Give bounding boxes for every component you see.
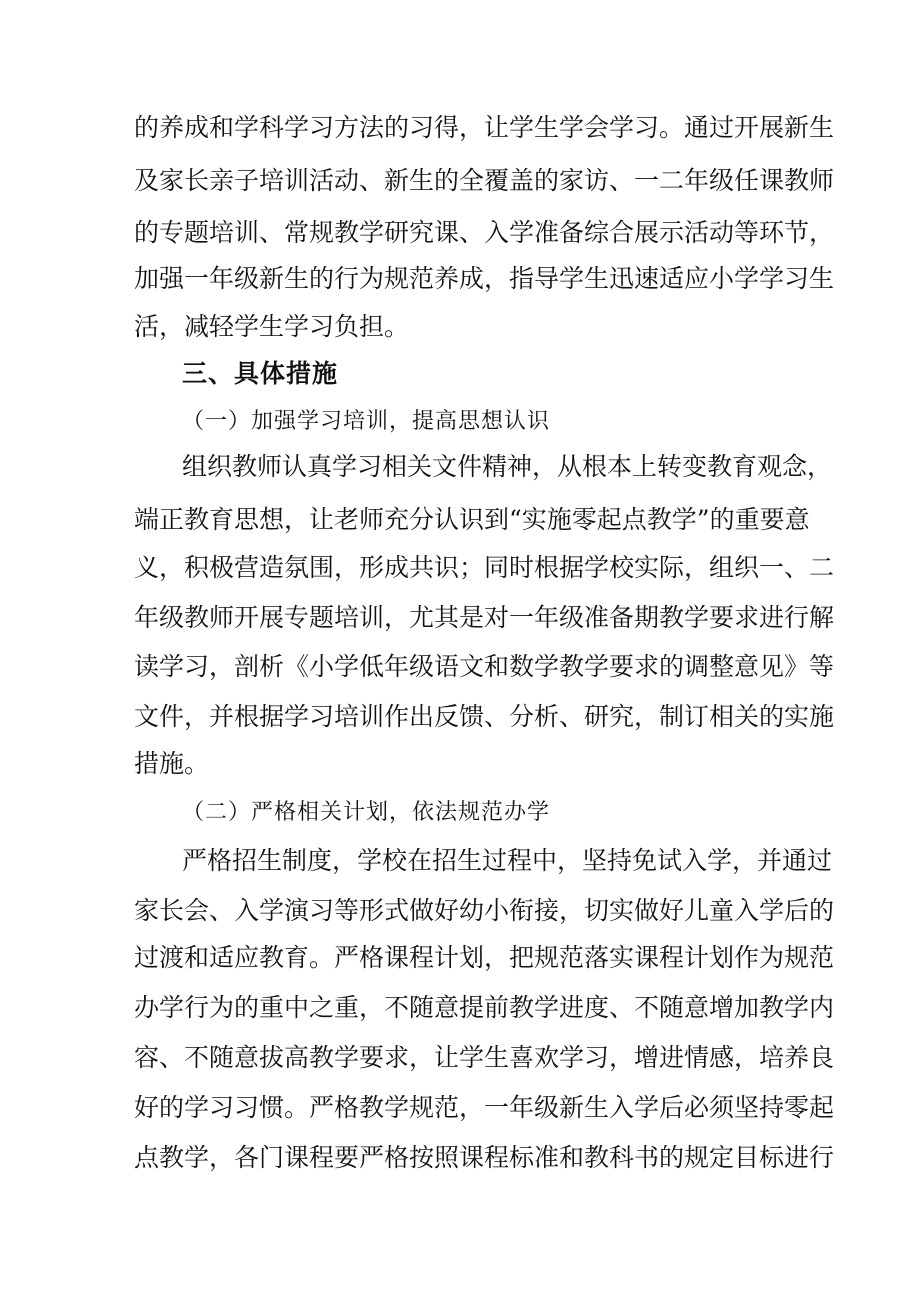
paragraph-line: 过渡和适应教育。严格课程计划，把规范落实课程计划作为规范	[134, 943, 835, 972]
subsection-heading: （二）严格相关计划，依法规范办学	[182, 800, 551, 825]
paragraph-line: 好的学习习惯。严格教学规范，一年级新生入学后必须坚持零起	[134, 1093, 835, 1122]
paragraph-line: 读学习，剖析《小学低年级语文和数学教学要求的调整意见》等	[134, 652, 835, 681]
paragraph-line: 办学行为的重中之重，不随意提前教学进度、不随意增加教学内	[134, 993, 835, 1022]
paragraph-line: 端正教育思想，让老师充分认识到“实施零起点教学”的重要意	[134, 505, 810, 534]
paragraph-line: 加强一年级新生的行为规范养成，指导学生迅速适应小学学习生	[134, 264, 835, 293]
paragraph-line: 及家长亲子培训活动、新生的全覆盖的家访、一二年级任课教师	[134, 166, 835, 195]
paragraph-line: 义，积极营造氛围，形成共识；同时根据学校实际，组织一、二	[134, 553, 835, 582]
paragraph-line: 组织教师认真学习相关文件精神，从根本上转变教育观念，	[182, 452, 833, 481]
paragraph-line: 年级教师开展专题培训，尤其是对一年级准备期教学要求进行解	[134, 603, 835, 632]
paragraph-line: 活，减轻学生学习负担。	[134, 312, 410, 341]
paragraph-line: 措施。	[134, 749, 210, 778]
paragraph-line: 容、不随意拔高教学要求，让学生喜欢学习，增进情感，培养良	[134, 1043, 835, 1072]
paragraph-line: 文件，并根据学习培训作出反馈、分析、研究，制订相关的实施	[134, 702, 835, 731]
section-heading: 三、具体措施	[182, 359, 339, 388]
paragraph-line: 点教学，各门课程要严格按照课程标准和教科书的规定目标进行	[134, 1143, 835, 1172]
subsection-heading: （一）加强学习培训，提高思想认识	[182, 409, 551, 434]
paragraph-line: 的专题培训、常规教学研究课、入学准备综合展示活动等环节，	[134, 218, 835, 247]
paragraph-line: 严格招生制度，学校在招生过程中，坚持免试入学，并通过	[182, 846, 833, 875]
paragraph-line: 的养成和学科学习方法的习得，让学生学会学习。通过开展新生	[134, 113, 835, 142]
paragraph-line: 家长会、入学演习等形式做好幼小衔接，切实做好儿童入学后的	[134, 896, 835, 925]
